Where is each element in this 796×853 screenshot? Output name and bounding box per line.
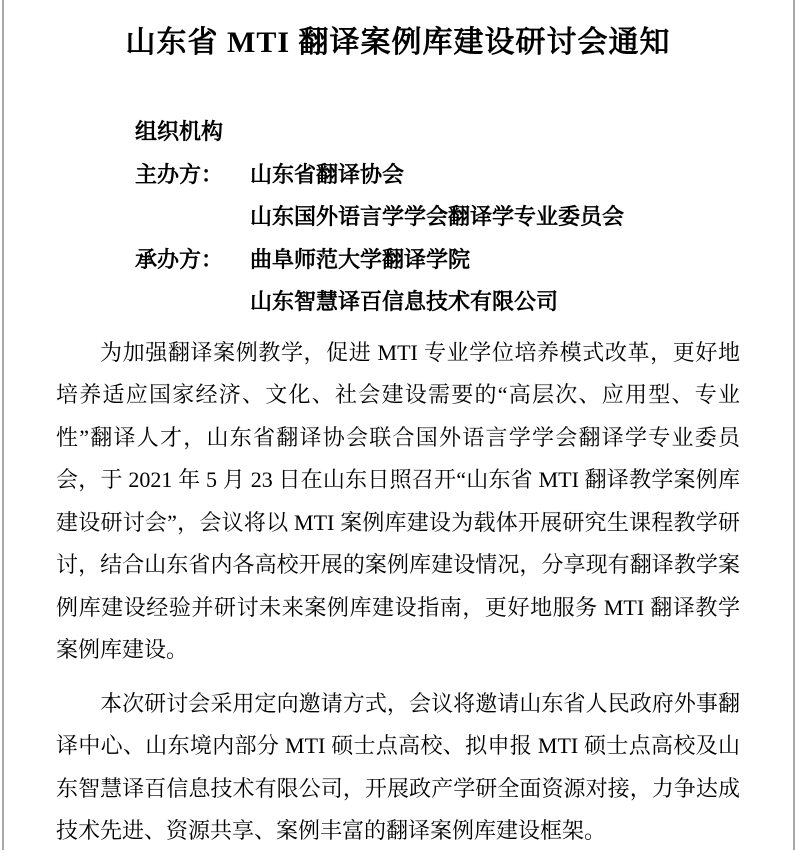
organizer-values [250,239,558,324]
page-title: 山东省 MTI 翻译案例库建设研讨会通知 [125,26,671,59]
host-value-line: 山东省翻译协会 [250,161,405,187]
paragraph-intro: 为加强翻译案例教学，促进 MTI 专业学位培养模式改革，更好地培养适应国家经济、文化、社会建设需要的“高层次、应用型、专业性”翻译人才，山东省翻译协会联合国外语言学学会翻译学专业委员会，于 2021 年 5 月 23 日在山东日照召开“山东省 MTI 翻译教学案例库建设研讨会”，会议将以 MTI 案例库建设为载体开展研究生课程教学研讨，结合山东省内各高校开展的案例库建设情况，分享现有翻译教学案例库建设经验并研讨未来案例库建设指南，更好地服务 MTI 翻译教学案例库建设。 [56,339,740,662]
host-label: 主办方： [135,161,224,187]
paragraph-invitation: 本次研讨会采用定向邀请方式，会议将邀请山东省人民政府外事翻译中心、山东境内部分 MTI 硕士点高校、拟申报 MTI 硕士点高校及山东智慧译百信息技术有限公司，开展政产学研全面资源对接，力争达成技术先进、资源共享、案例丰富的翻译案例库建设框架。 [56,690,740,843]
org-section-heading: 组织机构 [135,119,224,144]
page-right-border [793,0,795,850]
page-left-border [2,0,4,850]
host-value-line: 山东国外语言学学会翻译学专业委员会 [250,204,625,229]
org-row-organizer [135,239,796,324]
organizer-value-line: 山东智慧译百信息技术有限公司 [250,289,559,314]
org-row-host [135,154,796,239]
organizer-value-line: 曲阜师范大学翻译学院 [250,246,471,272]
host-values [250,154,624,239]
organization-section [135,111,796,324]
organizer-label: 承办方： [135,246,224,272]
document-body [56,332,740,853]
